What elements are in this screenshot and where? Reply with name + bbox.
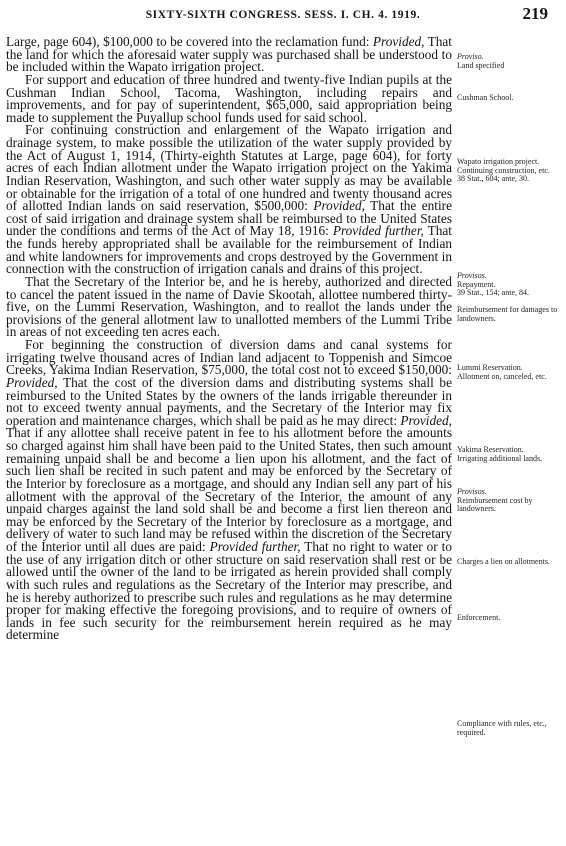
margin-note-line: Enforcement. <box>457 613 501 622</box>
proviso-text: Provided, <box>6 374 58 390</box>
paragraph <box>6 339 452 642</box>
margin-note-compliance <box>457 720 561 737</box>
paragraph-text: Large, page 604), $100,000 to be covered into the reclamation fund: <box>6 34 373 49</box>
proviso-text: Provided, <box>400 412 452 428</box>
margin-note-repayment <box>457 272 561 298</box>
margin-note-line: Provisos. <box>457 487 487 496</box>
margin-note-reimbursement <box>457 306 561 323</box>
paragraph-text: That the funds hereby appropriated shall be available for the reimbursement of Indian and white landowners for improvements and crops destroyed by the Government in connection with the construction of irrigation canals and drains of this project. <box>6 223 453 277</box>
running-head: SIXTY-SIXTH CONGRESS. SESS. I. CH. 4. 1919. <box>145 9 421 21</box>
margin-note-line: 39 Stat., 154; ante, 84. <box>457 288 529 298</box>
margin-note-line: Irrigating additional lands. <box>457 453 543 463</box>
page-number: 219 <box>522 4 548 23</box>
margin-note-line: Provisos. <box>457 271 487 280</box>
paragraph-text: That the land for which the aforesaid water supply was purchased shall be understood to be included within the Wapato irrigation project. <box>6 34 452 75</box>
paragraph-text: That if any allottee shall receive patent in fee to his allotment before the amounts so charged against him shall have been paid to the United States, then such amount remaining unpaid shall be and become a lien upon his allotment, and the fact of such lien shall be recited in such patent and may be enforced by the Secretary of the Interior by foreclosure as a mortgage, and should any Indian sell any part of his allotment with the approval of the Secretary of the Interior, the amount of any unpaid charges against the land sold shall be and become a first lien thereon and may be enforced by the Secretary of the Interior by foreclosure as a mortgage, and delivery of water to such land may be refused within the discretion of the Secretary of the Interior until all dues are paid: <box>6 425 452 554</box>
margin-note-line: Compliance with rules, etc., required. <box>457 719 547 737</box>
margin-note-wapato <box>457 158 561 184</box>
paragraph-text: That the cost of the diversion dams and distributing systems shall be reimbursed to the United States by the owners of the lands irrigable thereunder in not to exceed twenty annual payments, and the Secretary of the Interior may fix operation and maintenance charges, which shall be paid as he may direct: <box>6 374 452 428</box>
proviso-text: Provided, <box>313 198 365 214</box>
paragraph <box>6 273 452 340</box>
margin-note-line: Allotment on, canceled, etc. <box>457 371 547 381</box>
margin-note-enforcement <box>457 614 561 623</box>
margin-note-provisos-cost <box>457 488 561 514</box>
margin-note-line: Reimbursement cost by landowners. <box>457 495 533 514</box>
margin-note-lummi <box>457 364 561 381</box>
proviso-text: Provided, <box>372 34 425 49</box>
margin-note-line: Repayment. <box>457 279 496 289</box>
paragraph <box>6 71 452 125</box>
paragraph-text: For continuing construction and enlargement of the Wapato irrigation and drainage system, to make possible the utilization of the water supply provided by the Act of August 1, 1914, (Thirty-eighth Statutes at Large, page 604), for forty acres of each Indian allotment under the Wapato irrigation project on the Yakima Indian Reservation, Washington, and such other water supply as may be available or obtainable for the irrigation of a total of one hundred and twenty thousand acres of allotted Indian lands on said reservation, $500,000: <box>6 122 452 214</box>
proviso-text: Provided further, <box>209 539 301 554</box>
margin-note-line: Land specified <box>457 60 505 70</box>
margin-note-yakima <box>457 446 561 463</box>
margin-note-line: Charges a lien on allotments. <box>457 557 550 566</box>
margin-note-line: Cushman School. <box>457 93 514 102</box>
page-header <box>0 4 566 26</box>
paragraph-text: That the Secretary of the Interior be, and he is hereby, authorized and directed to cancel the patent issued in the name of Davie Skootah, allottee numbered thirty-five, on the Lummi Reservation, Washington, and to reallot the lands under the provisions of the general allotment law to unallotted members of the Lummi Tribe in areas of not exceeding ten acres each. <box>6 273 452 340</box>
margin-note-proviso-land <box>457 53 561 70</box>
margin-note-line: Yakima Reservation. <box>457 445 524 454</box>
margin-note-charges-lien <box>457 558 561 567</box>
margin-note-line: Continuing construction, etc. <box>457 165 550 175</box>
margin-note-line: 38 Stat., 604; ante, 30. <box>457 174 529 184</box>
statute-text <box>6 36 452 642</box>
paragraph-text: For support and education of three hundred and twenty-five Indian pupils at the Cushman Indian School, Tacoma, Washington, including repairs and improvements, and for pay of superintendent, $65,000, said appropriation being made to supplement the Puyallup school funds used for said school. <box>6 71 452 125</box>
margin-note-cushman-school <box>457 94 561 103</box>
paragraph <box>6 124 452 276</box>
paragraph-text: That the entire cost of said irrigation and drainage system shall be reimbursed to the United States under the conditions and terms of the Act of May 18, 1916: <box>6 198 452 239</box>
proviso-text: Provided further, <box>332 223 424 239</box>
paragraph-text: That no right to water or to the use of any irrigation ditch or other structure on said reservation shall rest or be allowed until the owner of the land to be irrigated as herein provided shall comply with such rules and regulations as the Secretary of the Interior may prescribe, and he is hereby authorized to prescribe such rules and regulations as he may determine proper for making effective the foregoing provisions, and to require of owners of lands in fee such security for the reimbursement herein required as he may determine <box>6 539 452 643</box>
margin-note-line: Proviso. <box>457 52 484 61</box>
margin-note-line: Reimbursement for damages to landowners. <box>457 305 558 323</box>
paragraph <box>6 36 452 74</box>
margin-note-line: Lummi Reservation. <box>457 363 523 372</box>
margin-note-line: Wapato irrigation project. <box>457 157 540 166</box>
paragraph-text: For beginning the construction of diversion dams and canal systems for irrigating twelve thousand acres of Indian land adjacent to Toppenish and Simcoe Creeks, Yakima Indian Reservation, $75,000, the total cost not to exceed $150,000: <box>6 337 452 378</box>
